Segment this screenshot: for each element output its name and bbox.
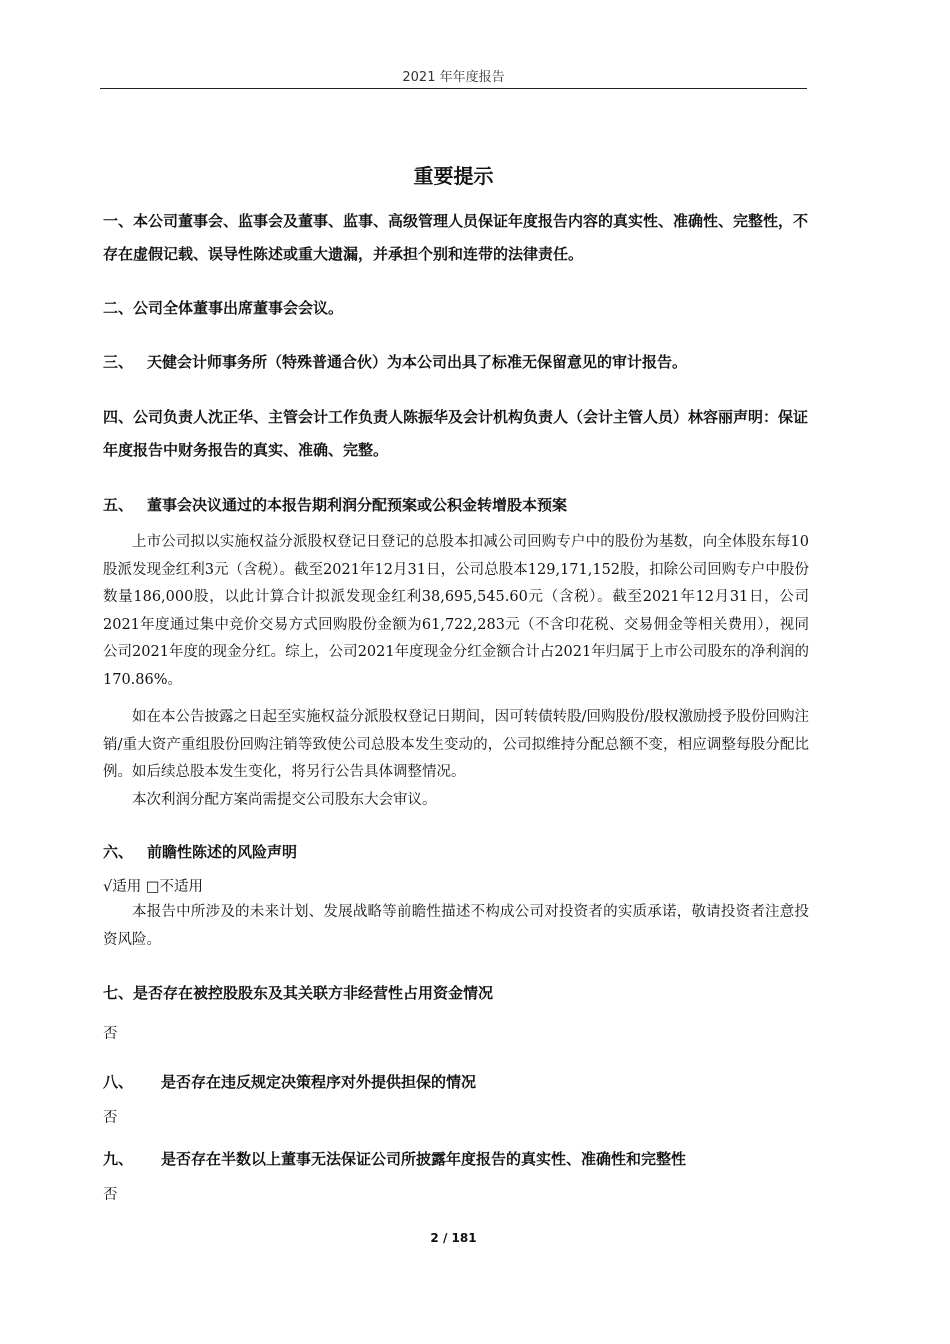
item-seven: 七、是否存在被控股股东及其关联方非经营性占用资金情况 <box>103 984 494 1002</box>
item-five-text: 董事会决议通过的本报告期利润分配预案或公积金转增股本预案 <box>147 496 568 514</box>
item-three <box>103 346 809 379</box>
item-nine-answer: 否 <box>103 1187 118 1203</box>
item-eight-answer: 否 <box>103 1110 118 1126</box>
item-eight <box>103 1066 809 1099</box>
header-divider <box>100 88 807 89</box>
item-six-text: 前瞻性陈述的风险声明 <box>147 843 298 861</box>
item-nine <box>103 1143 809 1176</box>
item-six-number: 六、 <box>103 843 134 861</box>
page-number: 2 / 181 <box>430 1231 477 1245</box>
item-five-number: 五、 <box>103 496 134 514</box>
item-three-number: 三、 <box>103 353 134 371</box>
item-three-text: 天健会计师事务所（特殊普通合伙）为本公司出具了标准无保留意见的审计报告。 <box>147 353 688 371</box>
item-nine-text: 是否存在半数以上董事无法保证公司所披露年度报告的真实性、准确性和完整性 <box>161 1150 687 1168</box>
item-six <box>103 836 809 869</box>
page-title: 重要提示 <box>413 164 494 188</box>
risk-paragraph: 本报告中所涉及的未来计划、发展战略等前瞻性描述不构成公司对投资者的实质承诺，敬请投资者注意投资风险。 <box>103 904 809 948</box>
approval-paragraph: 本次利润分配方案尚需提交公司股东大会审议。 <box>132 792 437 808</box>
item-five <box>103 489 809 522</box>
item-nine-number: 九、 <box>103 1150 134 1168</box>
item-one: 一、本公司董事会、监事会及董事、监事、高级管理人员保证年度报告内容的真实性、准确性、完整性，不存在虚假记载、误导性陈述或重大遗漏，并承担个别和连带的法律责任。 <box>103 212 809 263</box>
item-four: 四、公司负责人沈正华、主管会计工作负责人陈振华及会计机构负责人（会计主管人员）林容丽声明：保证年度报告中财务报告的真实、准确、完整。 <box>103 408 809 459</box>
running-header: 2021 年年度报告 <box>402 70 505 85</box>
dividend-paragraph: 上市公司拟以实施权益分派股权登记日登记的总股本扣减公司回购专户中的股份为基数，向全体股东每10股派发现金红利3元（含税）。截至2021年12月31日，公司总股本129,171,152股，扣除公司回购专户中股份数量186,000股，以此计算合计拟派发现金红利38,695,545.60元（含税）。截至2021年12月31日，公司2021年度通过集中竞价交易方式回购股份金额为61,722,283元（不含印花税、交易佣金等相关费用），视同公司2021年度的现金分红。综上，公司2021年度现金分红金额合计占2021年归属于上市公司股东的净利润的170.86%。 <box>103 534 809 688</box>
applicable-checkbox-line: √适用 □不适用 <box>103 879 204 895</box>
share-change-paragraph: 如在本公告披露之日起至实施权益分派股权登记日期间，因可转债转股/回购股份/股权激励授予股份回购注销/重大资产重组股份回购注销等致使公司总股本发生变动的，公司拟维持分配总额不变，相应调整每股分配比例。如后续总股本发生变化，将另行公告具体调整情况。 <box>103 709 809 780</box>
item-two: 二、公司全体董事出席董事会会议。 <box>103 299 344 317</box>
item-eight-number: 八、 <box>103 1073 134 1091</box>
item-eight-text: 是否存在违反规定决策程序对外提供担保的情况 <box>161 1073 477 1091</box>
item-seven-answer: 否 <box>103 1026 118 1042</box>
